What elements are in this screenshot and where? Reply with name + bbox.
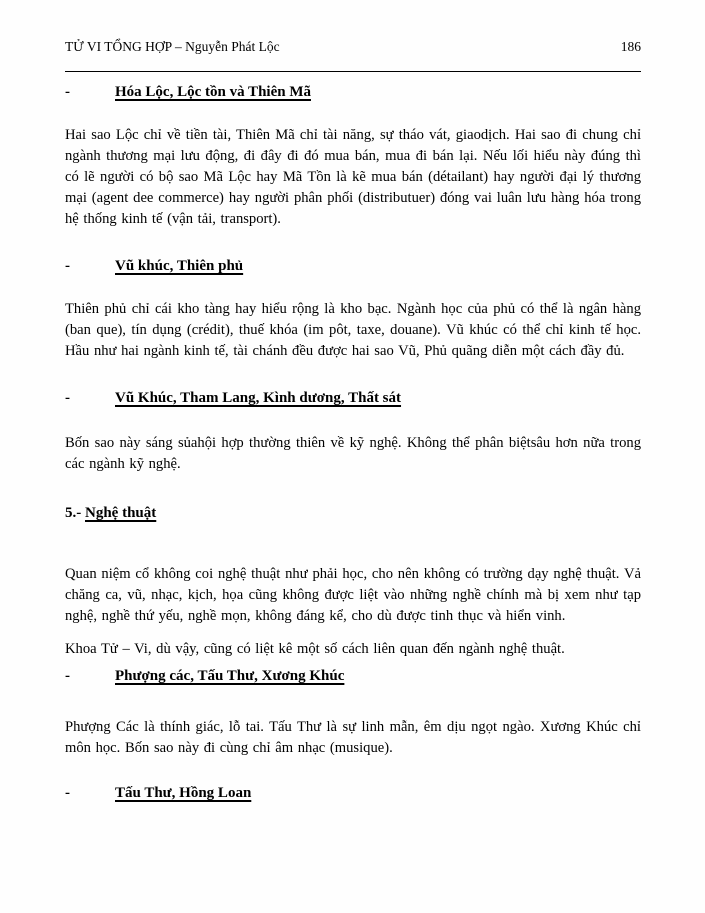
paragraph-loc-ma: Hai sao Lộc chỉ về tiền tài, Thiên Mã chỉ tài năng, sự tháo vát, giaodịch. Hai sao đi chung chỉ ngành thương mại lưu động, đi đây đi đó mua bán, mua đi bán lại. Nếu lối hiểu này đúng thì có lẽ người có bộ sao Mã Lộc hay Mã Tồn là kẽ mua bán (détailant) hay người đại lý thương mại (agent dee commerce) hay người phân phối (distributuer) đóng vai luân lưu hàng hóa trong hệ thống kinh tế (vận tải, transport).: [65, 127, 641, 227]
paragraph-phuong-cac: Phượng Các là thính giác, lỗ tai. Tấu Thư là sự linh mẫn, êm dịu ngọt ngào. Xương Khúc chỉ môn học. Bốn sao này đi cùng chỉ âm nhạc (musique).: [65, 719, 641, 756]
book-title: TỬ VI TỔNG HỢP – Nguyễn Phát Lộc: [65, 39, 280, 54]
heading-tau-thu-hong-loan: [65, 785, 641, 802]
heading-label: Vũ Khúc, Tham Lang, Kình dương, Thất sát: [115, 390, 402, 406]
section-number: 5.-: [65, 505, 85, 521]
heading-label: Vũ khúc, Thiên phủ: [115, 258, 244, 274]
heading-vu-khuc-tham-lang: [65, 390, 641, 407]
heading-dash: -: [65, 390, 70, 406]
heading-label: Phượng các, Tấu Thư, Xương Khúc: [115, 668, 345, 684]
heading-dash: -: [65, 258, 70, 274]
heading-dash: -: [65, 785, 70, 801]
heading-vu-khuc-thien-phu: [65, 258, 641, 275]
paragraph-bon-sao: Bốn sao này sáng sủahội hợp thường thiên về kỹ nghệ. Không thể phân biệtsâu hơn nữa trong các ngành kỹ nghệ.: [65, 435, 641, 472]
heading-label: Tấu Thư, Hồng Loan: [115, 785, 252, 801]
heading-dash: -: [65, 84, 70, 100]
section-heading-nghe-thuat: [65, 505, 641, 522]
paragraph-khoa-tu-vi: Khoa Tử – Vi, dù vậy, cũng có liệt kê một số cách liên quan đến ngành nghệ thuật.: [65, 641, 565, 657]
heading-hoa-loc: [65, 84, 641, 101]
heading-phuong-cac: [65, 668, 641, 685]
paragraph-quan-niem-co: Quan niệm cổ không coi nghệ thuật như phải học, cho nên không có trường dạy nghệ thuật. Vả chăng ca, vũ, nhạc, kịch, họa cũng không được liệt vào những nghề chính mà bị xem như tạp nghệ, nghề thứ yếu, nghề mọn, không đáng kể, cho dù được tinh thục và hiển vinh.: [65, 566, 641, 624]
paragraph-thien-phu: Thiên phủ chỉ cái kho tàng hay hiểu rộng là kho bạc. Ngành học của phủ có thể là ngân hàng (ban que), tín dụng (crédit), thuế khóa (im pôt, taxe, douane). Vũ khúc có thể chỉ kinh tế học. Hầu như hai ngành kinh tế, tài chánh đều được hai sao Vũ, Phủ quãng diễn một cách đầy đủ.: [65, 301, 641, 359]
heading-dash: -: [65, 668, 70, 684]
section-label: Nghệ thuật: [85, 505, 157, 521]
page-number: 186: [620, 39, 641, 54]
page-header: [65, 38, 641, 55]
header-rule: [65, 71, 641, 72]
heading-label: Hóa Lộc, Lộc tồn và Thiên Mã: [115, 84, 311, 100]
